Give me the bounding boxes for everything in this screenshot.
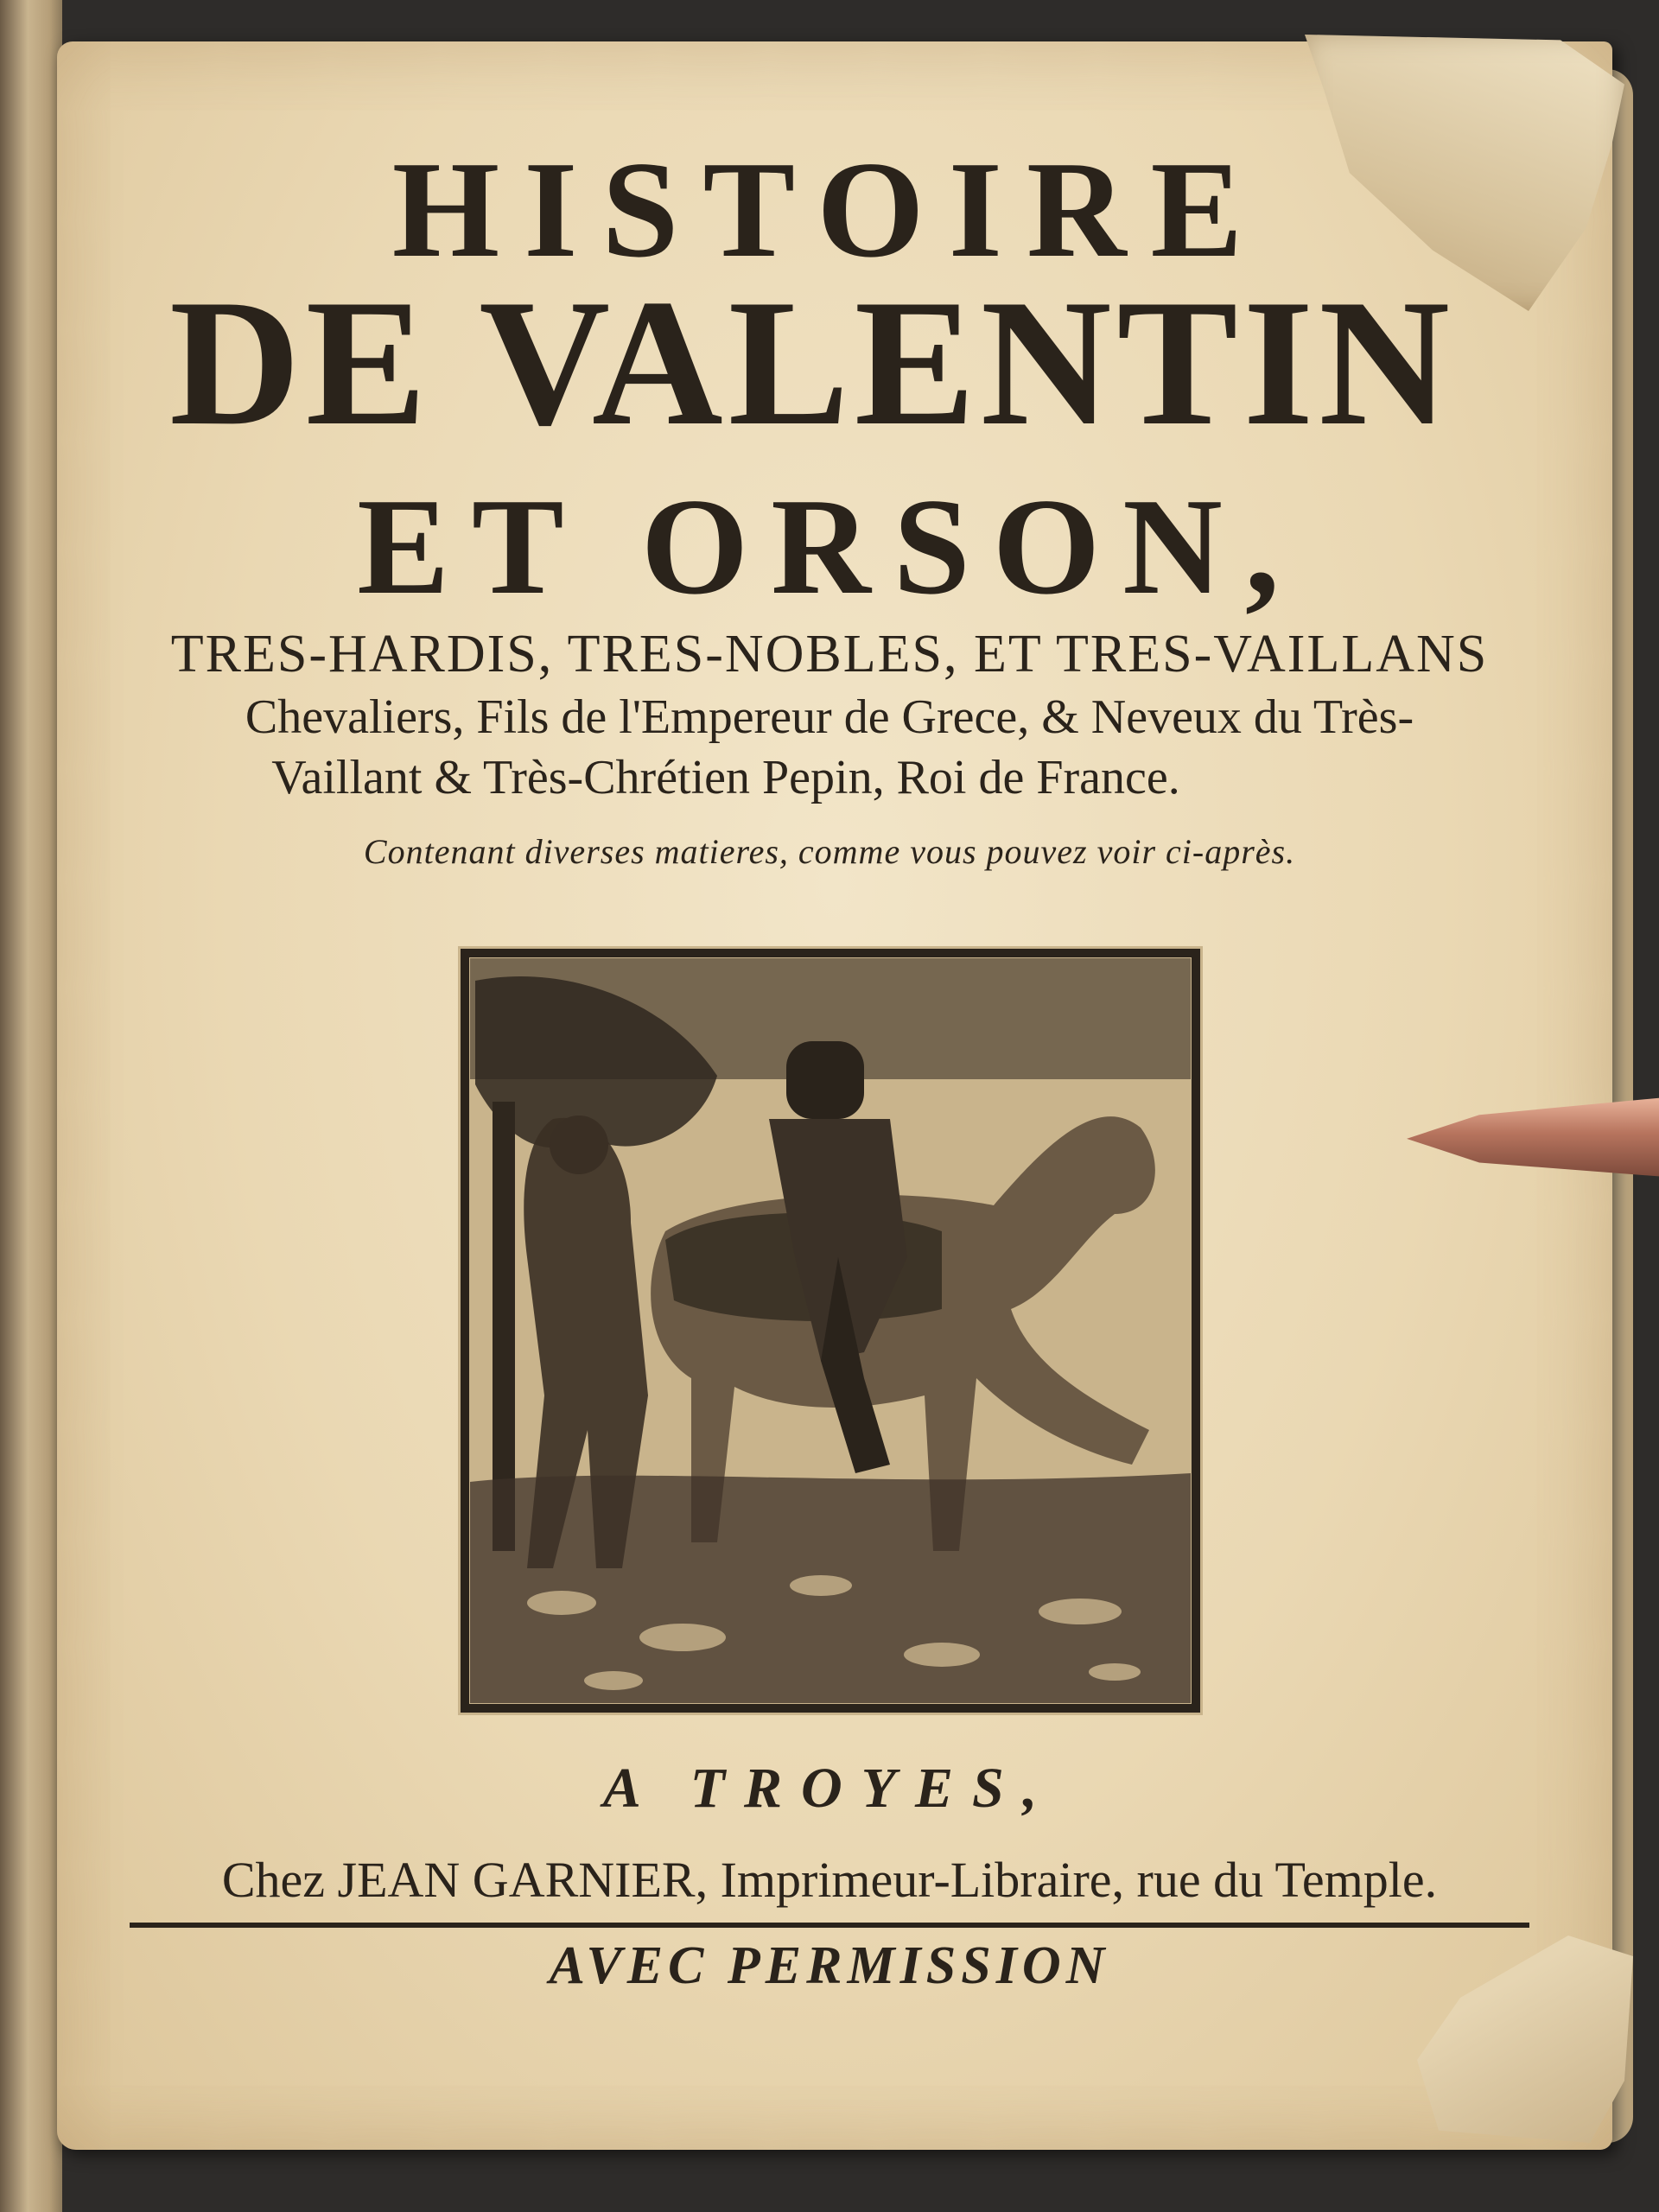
contents-note: Contenant diverses matieres, comme vous pouvez voir ci-après. [363, 832, 1296, 871]
title-line-2: DE VALENTIN [169, 263, 1455, 463]
horizontal-rule [130, 1923, 1529, 1928]
subtitle-line-3: Vaillant & Très-Chrétien Pepin, Roi de France. [271, 751, 1180, 804]
imprint-printer: Chez JEAN GARNIER, Imprimeur-Libraire, rue du Temple. [221, 1852, 1438, 1908]
imprint-place: A TROYES, [602, 1757, 1057, 1820]
subtitle-line-2: Chevaliers, Fils de l'Empereur de Grece, & Neveux du Très- [245, 690, 1414, 744]
title-line-1: HISTOIRE [391, 132, 1268, 286]
imprint-permission: AVEC PERMISSION [549, 1936, 1110, 1995]
woodcut-illustration [458, 946, 1203, 1715]
title-line-3: ET ORSON, [357, 469, 1302, 623]
woodcut-svg [458, 946, 1203, 1715]
subtitle-line-1: TRES-HARDIS, TRES-NOBLES, ET TRES-VAILLANS [170, 625, 1489, 683]
